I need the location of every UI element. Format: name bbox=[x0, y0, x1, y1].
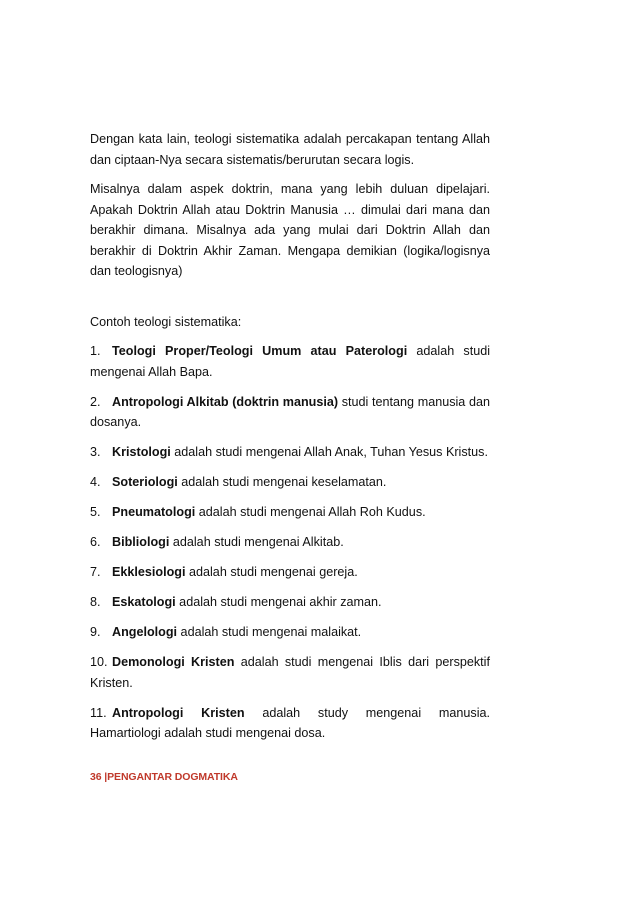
list-item-term: Kristologi bbox=[112, 445, 171, 459]
list-item-desc: adalah studi mengenai keselamatan. bbox=[177, 475, 387, 489]
list-item bbox=[90, 703, 490, 744]
list-item-term: Teologi Proper/Teologi Umum atau Paterologi bbox=[112, 344, 408, 358]
list-item-desc: adalah study mengenai manusia. Hamartiologi adalah studi mengenai dosa. bbox=[90, 705, 490, 740]
list-item-number: 10. bbox=[90, 655, 108, 669]
list-item-desc: adalah studi mengenai Allah Anak, Tuhan Yesus Kristus. bbox=[170, 445, 488, 459]
list-item bbox=[90, 442, 490, 463]
list-item-number: 11. bbox=[90, 705, 107, 720]
list-item-term: Pneumatologi bbox=[112, 505, 196, 519]
list-intro: Contoh teologi sistematika: bbox=[90, 314, 242, 329]
page-footer: 36 |PENGANTAR DOGMATIKA bbox=[90, 771, 238, 783]
list-item bbox=[90, 472, 490, 493]
list-item-term: Antropologi Kristen bbox=[112, 705, 245, 720]
list-item bbox=[90, 622, 490, 643]
list-item-desc: adalah studi mengenai Allah Roh Kudus. bbox=[195, 505, 426, 519]
list-item-desc: adalah studi mengenai Iblis dari perspektif Kristen. bbox=[90, 655, 490, 690]
list-item-number: 4. bbox=[90, 475, 101, 489]
list-item bbox=[90, 532, 490, 553]
list-item-number: 6. bbox=[90, 535, 101, 549]
list-item-desc: adalah studi mengenai Allah Bapa. bbox=[90, 344, 491, 379]
list-item-number: 9. bbox=[90, 625, 101, 639]
theology-list bbox=[90, 341, 490, 744]
list-item bbox=[90, 392, 490, 433]
list-item-desc: adalah studi mengenai malaikat. bbox=[177, 625, 362, 639]
list-item-number: 7. bbox=[90, 565, 101, 579]
list-item bbox=[90, 502, 490, 523]
list-item-term: Angelologi bbox=[112, 625, 178, 639]
list-item-term: Bibliologi bbox=[112, 535, 170, 549]
list-item-term: Antropologi Alkitab (doktrin manusia) bbox=[112, 394, 339, 409]
list-item-number: 5. bbox=[90, 505, 101, 519]
paragraph-example: Misalnya dalam aspek doktrin, mana yang lebih duluan dipelajari. Apakah Doktrin Allah atau Doktrin Manusia … dimulai dari mana dan berakhir dimana. Misalnya ada yang mulai dari Doktrin Allah dan berakhir di Doktrin Akhir Zaman. Mengapa demikian (logika/logisnya dan teologisnya) bbox=[90, 182, 490, 278]
list-item-desc: adalah studi mengenai akhir zaman. bbox=[175, 595, 382, 609]
list-item-number: 1. bbox=[90, 344, 101, 358]
list-item-term: Ekklesiologi bbox=[112, 565, 186, 579]
list-item-term: Demonologi Kristen bbox=[112, 655, 235, 669]
list-item-term: Eskatologi bbox=[112, 595, 176, 609]
document-body bbox=[90, 129, 490, 753]
list-item bbox=[90, 652, 490, 693]
list-item-desc: studi tentang manusia dan dosanya. bbox=[90, 394, 490, 429]
list-item-term: Soteriologi bbox=[112, 475, 178, 489]
list-item-desc: adalah studi mengenai Alkitab. bbox=[169, 535, 344, 549]
list-item-number: 2. bbox=[90, 394, 101, 409]
list-item-desc: adalah studi mengenai gereja. bbox=[185, 565, 358, 579]
list-item bbox=[90, 562, 490, 583]
paragraph-definition: Dengan kata lain, teologi sistematika adalah percakapan tentang Allah dan ciptaan-Nya secara sistematis/berurutan secara logis. bbox=[90, 132, 490, 167]
list-item bbox=[90, 341, 490, 382]
list-item-number: 3. bbox=[90, 445, 101, 459]
list-item bbox=[90, 592, 490, 613]
list-item-number: 8. bbox=[90, 595, 101, 609]
